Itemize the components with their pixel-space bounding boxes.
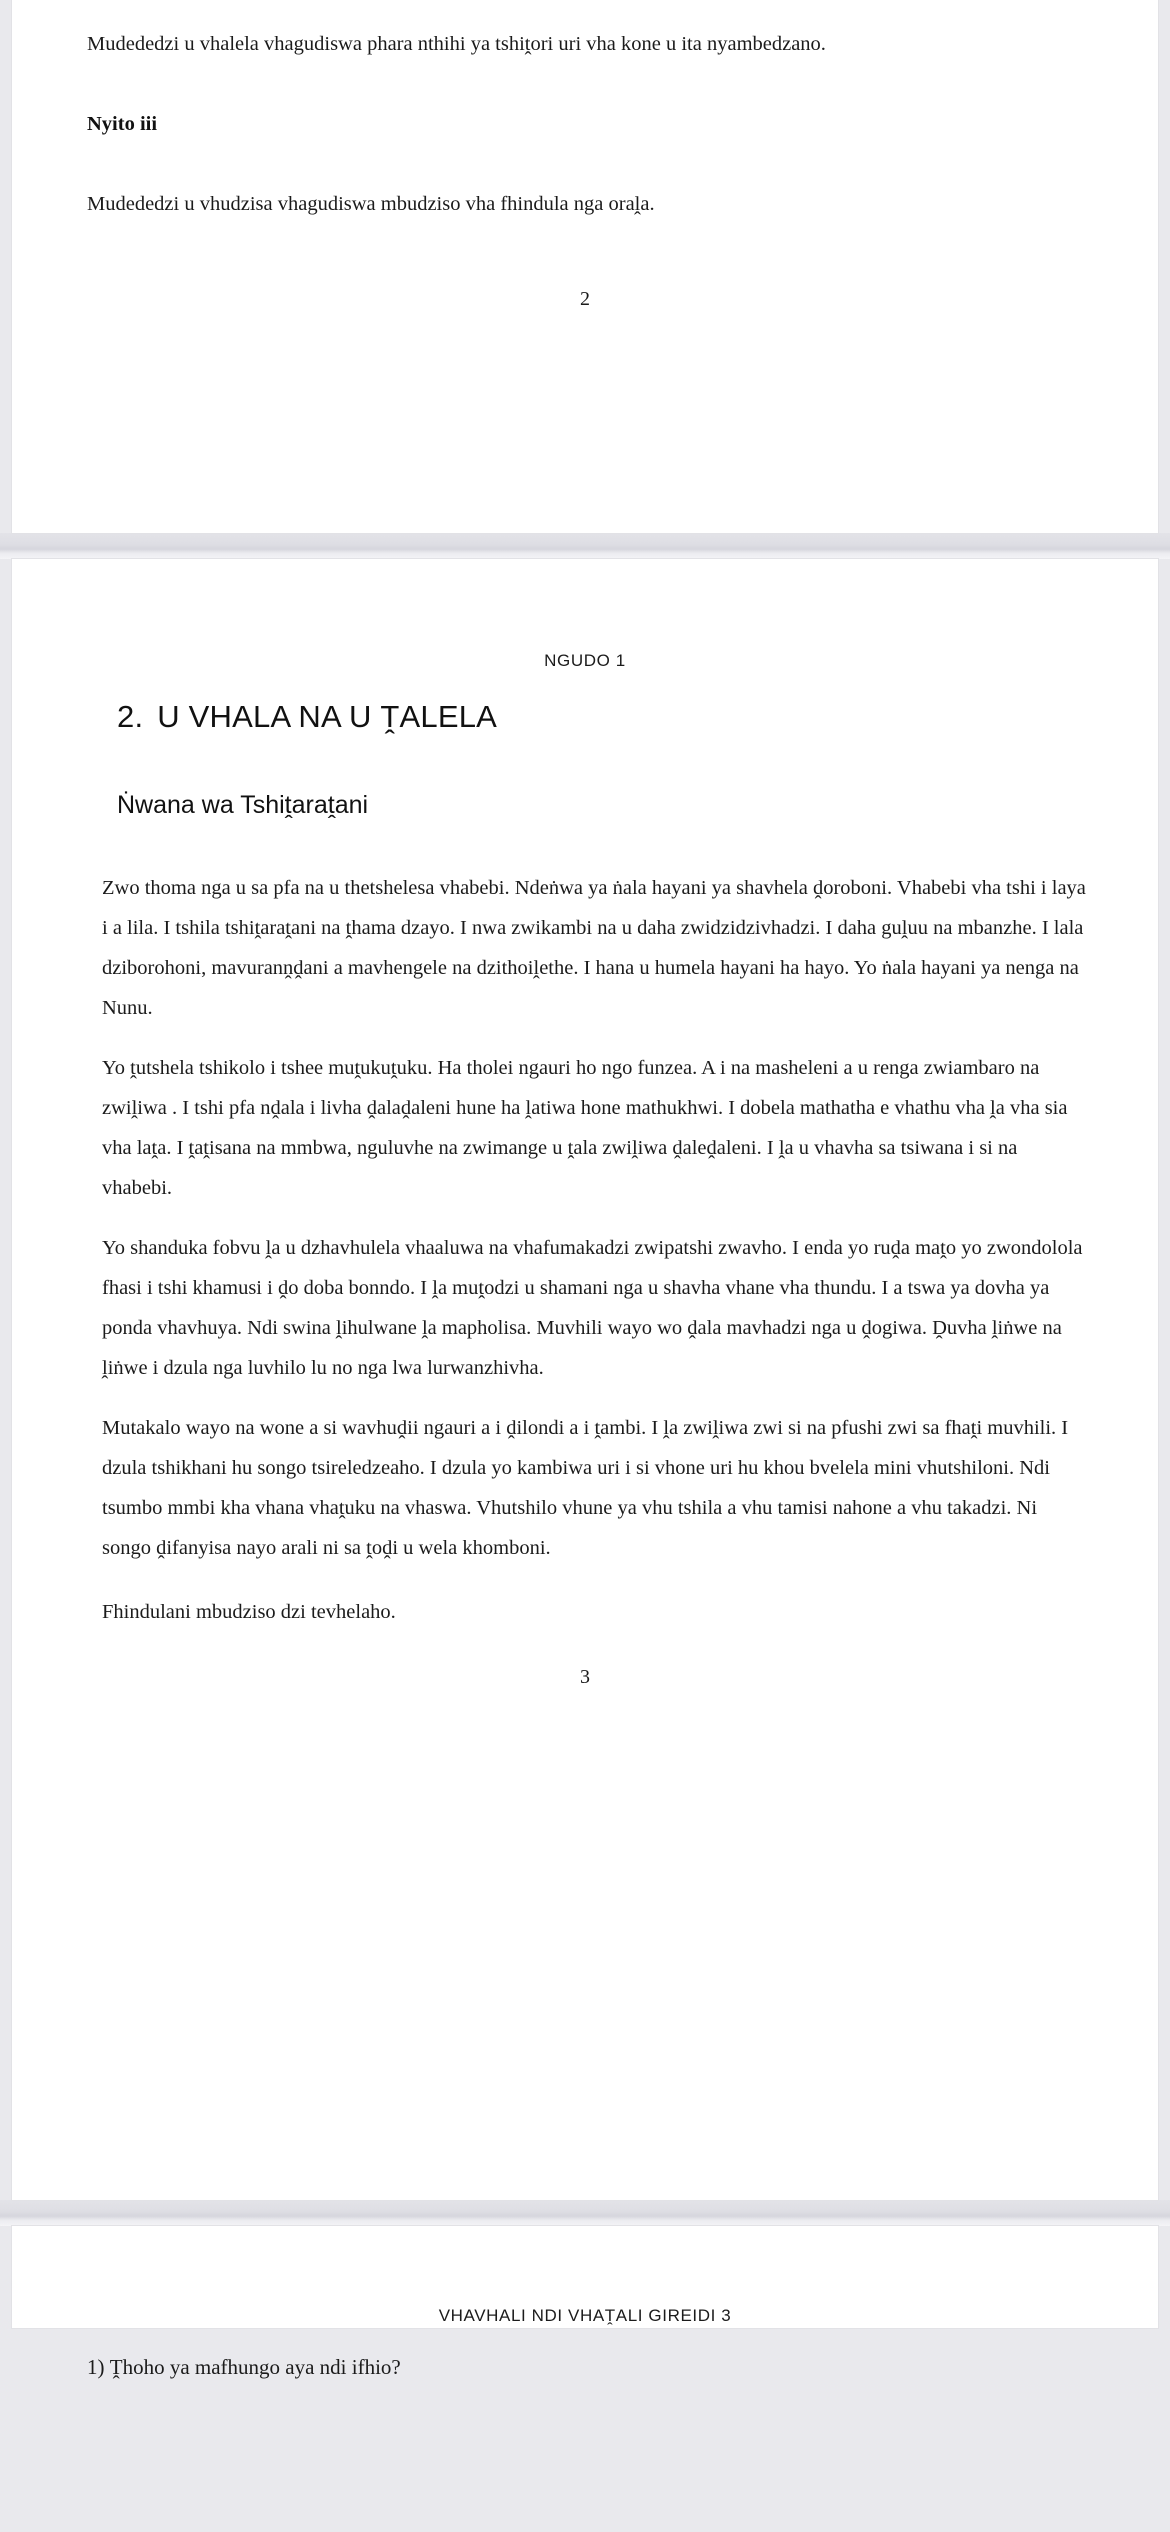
closing-instruction: Fhindulani mbudziso dzi tevhelaho. bbox=[102, 1601, 396, 1623]
page-number: 2 bbox=[580, 288, 590, 310]
page-separator bbox=[0, 2200, 1170, 2226]
page-separator bbox=[0, 533, 1170, 559]
paragraph: Yo shanduka fobvu ḽa u dzhavhulela vhaaluwa na vhafumakadzi zwipatshi zwavho. I enda yo ruḓa maṱo yo zwondolola fhasi i tshi khamusi i ḓo doba bonndo. I ḽa muṱodzi u shamani nga u shavha vhane vha thundu. I a tswa ya dovha ya ponda vhavhuya. Ndi swina ḽihulwane ḽa mapholisa. Muvhili wayo wo ḓala mavhadzi nga u ḓogiwa. Ḓuvha ḽiṅwe na ḽiṅwe i dzula nga luvhilo lu no nga lwa lurwanzhivha. bbox=[102, 1237, 1083, 1379]
section-heading-nyito: Nyito iii bbox=[87, 113, 158, 135]
paragraph: Mutakalo wayo na wone a si wavhuḓii ngauri a i ḓilondi a i ṱambi. I ḽa zwiḽiwa zwi si na pfushi zwi sa fhaṱi muvhili. I dzula tshikhani hu songo tsireledzeaho. I dzula yo kambiwa uri i si vhone uri hu khou bvelela mini vhutshiloni. Ndi tsumbo mmbi kha vhana vhaṱuku na vhaswa. Vhutshilo vhune ya vhu tshila a vhu tamisi nahone a vhu takadzi. Ni songo ḓifanyisa nayo arali ni sa ṱoḓi u wela khomboni. bbox=[102, 1417, 1069, 1559]
paragraph: Zwo thoma nga u sa pfa na u thetshelesa vhabebi. Ndeṅwa ya ṅala hayani ya shavhela ḓoroboni. Vhabebi vha tshi i laya i a lila. I tshila tshiṱaraṱani na ṱhama dzayo. I nwa zwikambi na u daha zwidzidzivhadzi. I daha guḽuu na mbanzhe. I lala dziborohoni, mavuranṋḓani a mavhengele na dzithoiḽethe. I hana u humela hayani ha hayo. Yo ṅala hayani ya nenga na Nunu. bbox=[102, 877, 1086, 1019]
paragraph: Yo ṱutshela tshikolo i tshee muṱukuṱuku. Ha tholei ngauri ho ngo funzea. A i na masheleni a u renga zwiambaro na zwiḽiwa . I tshi pfa nḓala i livha ḓalaḓaleni hune ha ḽatiwa hone mathukhwi. I dobela mathatha e vhathu vha ḽa vha sia vha laṱa. I ṱaṱisana na mmbwa, nguluvhe na zwimange u ṱala zwiḽiwa ḓaleḓaleni. I ḽa u vhavha sa tsiwana i si na vhabebi. bbox=[102, 1057, 1068, 1199]
section-subtitle: Ṅwana wa Tshiṱaraṱani bbox=[117, 791, 369, 819]
paragraph: Mudededzi u vhalela vhagudiswa phara nthihi ya tshiṱori uri vha kone u ita nyambedzano. bbox=[87, 33, 826, 55]
document-page-3[interactable] bbox=[12, 559, 1158, 2200]
question-item: 1) Ṱhoho ya mafhungo aya ndi ifhio? bbox=[87, 2355, 401, 2379]
chapter-title bbox=[117, 699, 1158, 735]
paragraph: Mudededzi u vhudzisa vhagudiswa mbudziso vha fhindula nga oraḽa. bbox=[87, 193, 655, 215]
chapter-title-text: U VHALA NA U ṰALELA bbox=[157, 699, 498, 734]
running-head: VHAVHALI NDI VHAṰALI GIREIDI 3 bbox=[438, 2306, 732, 2325]
document-page-2[interactable] bbox=[12, 0, 1158, 533]
page-number: 3 bbox=[580, 1666, 590, 1688]
running-head: NGUDO 1 bbox=[544, 651, 626, 670]
document-page-4[interactable] bbox=[12, 2226, 1158, 2379]
chapter-number: 2. bbox=[117, 699, 144, 734]
